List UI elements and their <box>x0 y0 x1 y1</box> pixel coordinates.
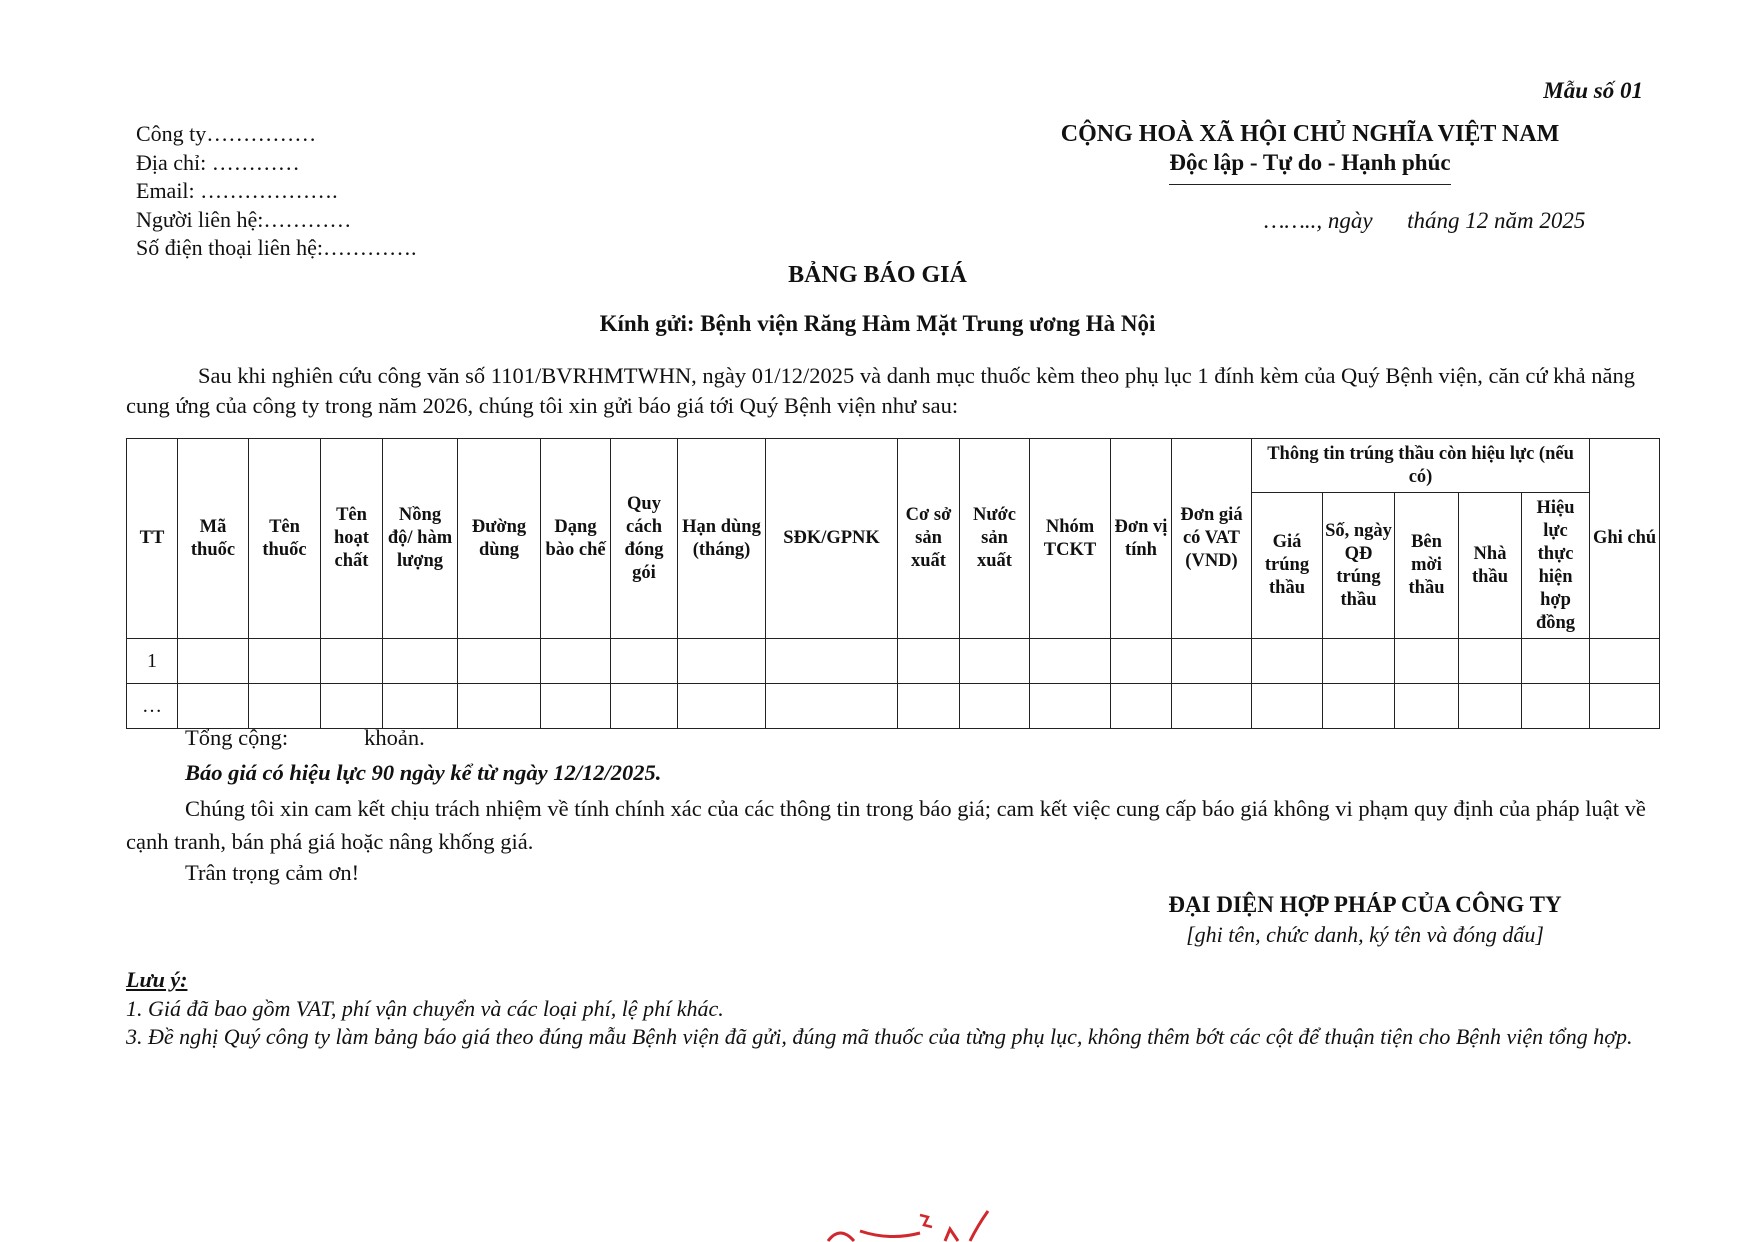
header-dang-bao-che: Dạng bào chế <box>541 439 611 639</box>
header-co-so: Cơ sở sản xuất <box>898 439 960 639</box>
header-ten-hoat-chat: Tên hoạt chất <box>321 439 383 639</box>
header-gia-trung-thau: Giá trúng thầu <box>1252 493 1323 639</box>
nation-title: CỘNG HOÀ XÃ HỘI CHỦ NGHĨA VIỆT NAM <box>1060 121 1560 147</box>
header-group-trung-thau: Thông tin trúng thầu còn hiệu lực (nếu có) <box>1252 439 1590 493</box>
header-tt: TT <box>127 439 178 639</box>
representative-title: ĐẠI DIỆN HỢP PHÁP CỦA CÔNG TY <box>1168 892 1562 917</box>
total-line <box>185 725 425 751</box>
document-title: BẢNG BÁO GIÁ <box>788 262 967 288</box>
header-nhom: Nhóm TCKT <box>1030 439 1111 639</box>
quotation-table <box>126 438 1660 729</box>
contact-person-line: Người liên hệ:………… <box>136 206 352 232</box>
row-number: 1 <box>127 639 178 684</box>
header-han-dung: Hạn dùng (tháng) <box>678 439 766 639</box>
signature-block <box>1130 892 1600 948</box>
header-hieu-luc: Hiệu lực thực hiện hợp đồng <box>1522 493 1590 639</box>
company-info-block <box>136 120 416 263</box>
header-ma-thuoc: Mã thuốc <box>178 439 249 639</box>
table-row <box>127 684 1660 729</box>
total-label: Tổng cộng: <box>185 725 289 750</box>
form-number: Mẫu số 01 <box>1543 78 1643 103</box>
motto-underline <box>1169 184 1451 185</box>
representative-note: [ghi tên, chức danh, ký tên và đóng dấu] <box>1186 922 1544 947</box>
national-header <box>1040 121 1580 185</box>
address-line: Địa chỉ: ………… <box>136 149 300 175</box>
header-don-vi: Đơn vị tính <box>1111 439 1172 639</box>
header-ben-moi-thau: Bên mời thầu <box>1395 493 1459 639</box>
recipient-line: Kính gửi: Bệnh viện Răng Hàm Mặt Trung ương Hà Nội <box>599 311 1156 336</box>
stamp-fragment-icon <box>820 1205 1020 1242</box>
header-ten-thuoc: Tên thuốc <box>249 439 321 639</box>
header-ghi-chu: Ghi chú <box>1590 439 1660 639</box>
commitment-paragraph: Chúng tôi xin cam kết chịu trách nhiệm về tính chính xác của các thông tin trong báo giá; cam kết việc cung cấp báo giá không vi phạm quy định của pháp luật về cạnh tranh, bán phá giá hoặc nâng khống giá. <box>126 796 1646 854</box>
phone-line: Số điện thoại liên hệ:…………. <box>136 235 417 260</box>
total-unit: khoản. <box>364 725 425 750</box>
validity-statement: Báo giá có hiệu lực 90 ngày kể từ ngày 12/12/2025. <box>185 760 662 785</box>
table-row <box>127 639 1660 684</box>
row-number: … <box>127 684 178 729</box>
header-don-gia: Đơn giá có VAT (VND) <box>1172 439 1252 639</box>
header-so-ngay-qd: Số, ngày QĐ trúng thầu <box>1323 493 1395 639</box>
intro-paragraph: Sau khi nghiên cứu công văn số 1101/BVRHMTWHN, ngày 01/12/2025 và danh mục thuốc kèm theo phụ lục 1 đính kèm của Quý Bệnh viện, căn cứ khả năng cung ứng của công ty trong năm 2026, chúng tôi xin gửi báo giá tới Quý Bệnh viện như sau: <box>126 363 1636 418</box>
note-item: 1. Giá đã bao gồm VAT, phí vận chuyển và các loại phí, lệ phí khác. <box>126 995 724 1021</box>
note-item: 3. Đề nghị Quý công ty làm bảng báo giá theo đúng mẫu Bệnh viện đã gửi, đúng mã thuốc của từng phụ lục, không thêm bớt các cột để thuận tiện cho Bệnh viện tổng hợp. <box>126 1024 1633 1049</box>
header-nong-do: Nồng độ/ hàm lượng <box>383 439 458 639</box>
header-quy-cach: Quy cách đóng gói <box>611 439 678 639</box>
header-nha-thau: Nhà thầu <box>1459 493 1522 639</box>
header-duong-dung: Đường dùng <box>458 439 541 639</box>
notes-title: Lưu ý: <box>126 967 188 992</box>
email-line: Email: ………………. <box>136 178 338 203</box>
date-line: …….., ngày tháng 12 năm 2025 <box>1264 208 1586 233</box>
thanks-line: Trân trọng cảm ơn! <box>185 860 360 885</box>
notes-section <box>126 966 1666 1052</box>
nation-motto: Độc lập - Tự do - Hạnh phúc <box>1169 150 1451 175</box>
company-line: Công ty…………… <box>136 121 317 146</box>
header-nuoc: Nước sản xuất <box>960 439 1030 639</box>
header-sdk: SĐK/GPNK <box>766 439 898 639</box>
